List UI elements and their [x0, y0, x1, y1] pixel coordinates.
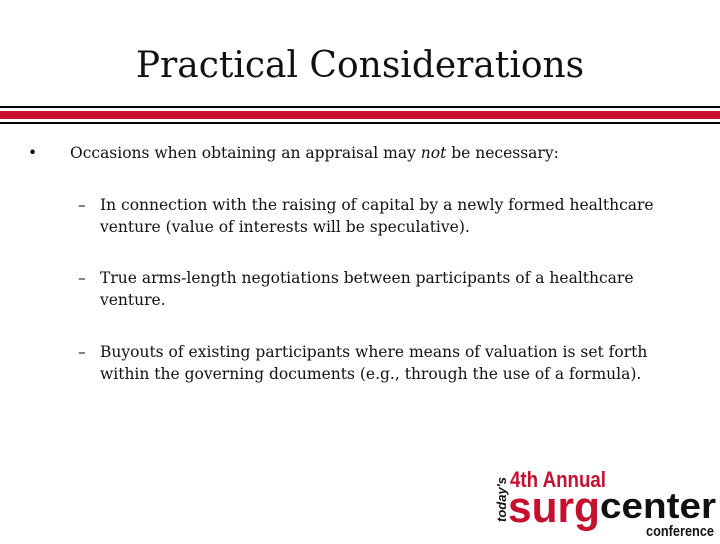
conference-logo	[492, 466, 718, 540]
dash-marker: –	[78, 343, 86, 361]
title-rule-red	[0, 111, 720, 119]
bullet-marker: •	[28, 144, 38, 162]
sub-item-line: venture (value of interests will be speculative).	[100, 218, 470, 236]
bullet-emphasis: not	[420, 144, 447, 162]
logo-word-red: surg	[508, 483, 600, 532]
sub-item-line: True arms-length negotiations between participants of a healthcare	[100, 269, 634, 287]
logo-top-line: 4th Annual	[510, 467, 606, 492]
slide-title: Practical Considerations	[135, 45, 585, 86]
title-rule-top	[0, 106, 720, 108]
main-bullet-text	[70, 142, 559, 164]
title-rule-bottom	[0, 122, 720, 124]
sub-item-line: Buyouts of existing participants where means of valuation is set forth	[100, 343, 648, 361]
sub-item-line: within the governing documents (e.g., through the use of a formula).	[100, 365, 642, 383]
sub-item-line: venture.	[100, 291, 166, 309]
bullet-prefix: Occasions when obtaining an appraisal may	[70, 144, 421, 162]
logo-word-black: center	[600, 485, 716, 526]
dash-marker: –	[78, 269, 86, 287]
logo-graphic	[492, 466, 718, 540]
dash-marker: –	[78, 196, 86, 214]
sub-item-line: In connection with the raising of capital by a newly formed healthcare	[100, 196, 654, 214]
bullet-suffix: be necessary:	[446, 144, 559, 162]
logo-bottom-line: conference	[646, 523, 714, 540]
logo-side-text: today's	[494, 477, 509, 522]
